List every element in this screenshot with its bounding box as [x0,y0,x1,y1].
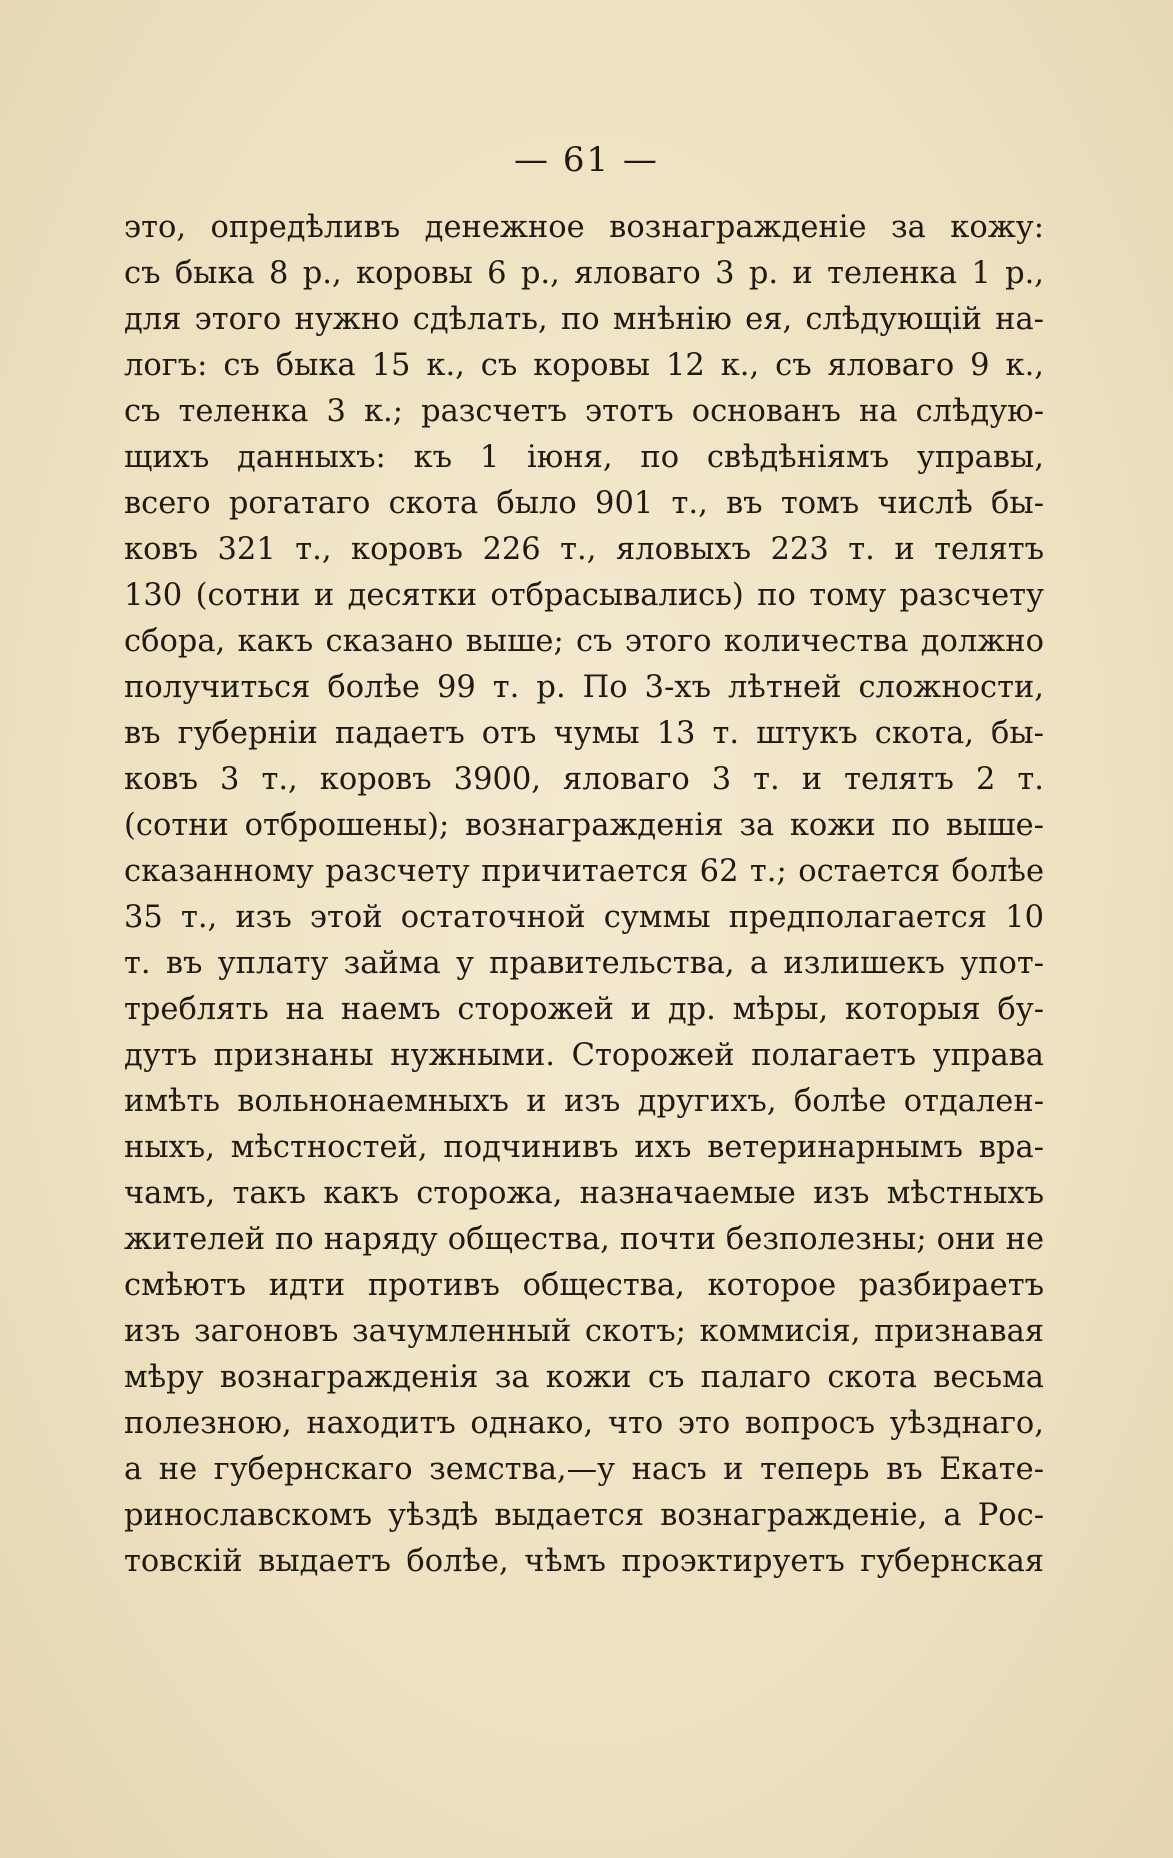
text-line: ныхъ, мѣстностей, подчинивъ ихъ ветеринарнымъ вра- [124,1130,1044,1165]
body-text [124,205,1044,1585]
text-line: въ губерніи падаетъ отъ чумы 13 т. штукъ скота, бы- [124,716,1044,751]
text-line: смѣютъ идти противъ общества, которое разбираетъ [124,1268,1044,1303]
text-line: съ теленка 3 к.; разсчетъ этотъ основанъ на слѣдую- [124,394,1044,429]
text-line: это, опредѣливъ денежное вознагражденіе за кожу: [124,210,1044,245]
text-line: чамъ, такъ какъ сторожа, назначаемые изъ мѣстныхъ [124,1176,1044,1211]
text-line: 35 т., изъ этой остаточной суммы предполагается 10 [124,900,1044,935]
text-line: сказанному разсчету причитается 62 т.; остается болѣе [124,854,1044,889]
text-line: дутъ признаны нужными. Сторожей полагаетъ управа [124,1038,1044,1073]
text-line: 130 (сотни и десятки отбрасывались) по тому разсчету [124,578,1044,613]
text-line: (сотни отброшены); вознагражденія за кожи по выше- [124,808,1044,843]
text-line: жителей по наряду общества, почти безполезны; они не [124,1222,1044,1257]
text-line: ковъ 321 т., коровъ 226 т., яловыхъ 223 т. и телятъ [124,532,1044,567]
text-line: для этого нужно сдѣлать, по мнѣнію ея, слѣдующій на- [124,302,1044,337]
text-line: сбора, какъ сказано выше; съ этого количества должно [124,624,1044,659]
text-line: съ быка 8 р., коровы 6 р., яловаго 3 р. и теленка 1 р., [124,256,1044,291]
page-number: — 61 — [514,140,659,180]
text-line: т. въ уплату займа у правительства, а излишекъ упот- [124,946,1044,981]
text-line: логъ: съ быка 15 к., съ коровы 12 к., съ яловаго 9 к., [124,348,1044,383]
text-line: а не губернскаго земства,—у насъ и теперь въ Екате- [124,1452,1044,1487]
text-line: ринославскомъ уѣздѣ выдается вознагражденіе, а Рос- [124,1498,1044,1533]
text-line: товскій выдаетъ болѣе, чѣмъ проэктируетъ губернская [124,1544,1044,1579]
text-line: изъ загоновъ зачумленный скотъ; коммисія, признавая [124,1314,1044,1349]
text-line: ковъ 3 т., коровъ 3900, яловаго 3 т. и телятъ 2 т. [124,762,1044,797]
text-line: получиться болѣе 99 т. р. По 3-хъ лѣтней сложности, [124,670,1044,705]
text-line: полезною, находитъ однако, что это вопросъ уѣзднаго, [124,1406,1044,1441]
text-line: всего рогатаго скота было 901 т., въ томъ числѣ бы- [124,486,1044,521]
text-line: щихъ данныхъ: къ 1 іюня, по свѣдѣніямъ управы, [124,440,1044,475]
text-line: мѣру вознагражденія за кожи съ палаго скота весьма [124,1360,1044,1395]
text-line: треблять на наемъ сторожей и др. мѣры, которыя бу- [124,992,1044,1027]
text-line: имѣть вольнонаемныхъ и изъ другихъ, болѣе отдален- [124,1084,1044,1119]
